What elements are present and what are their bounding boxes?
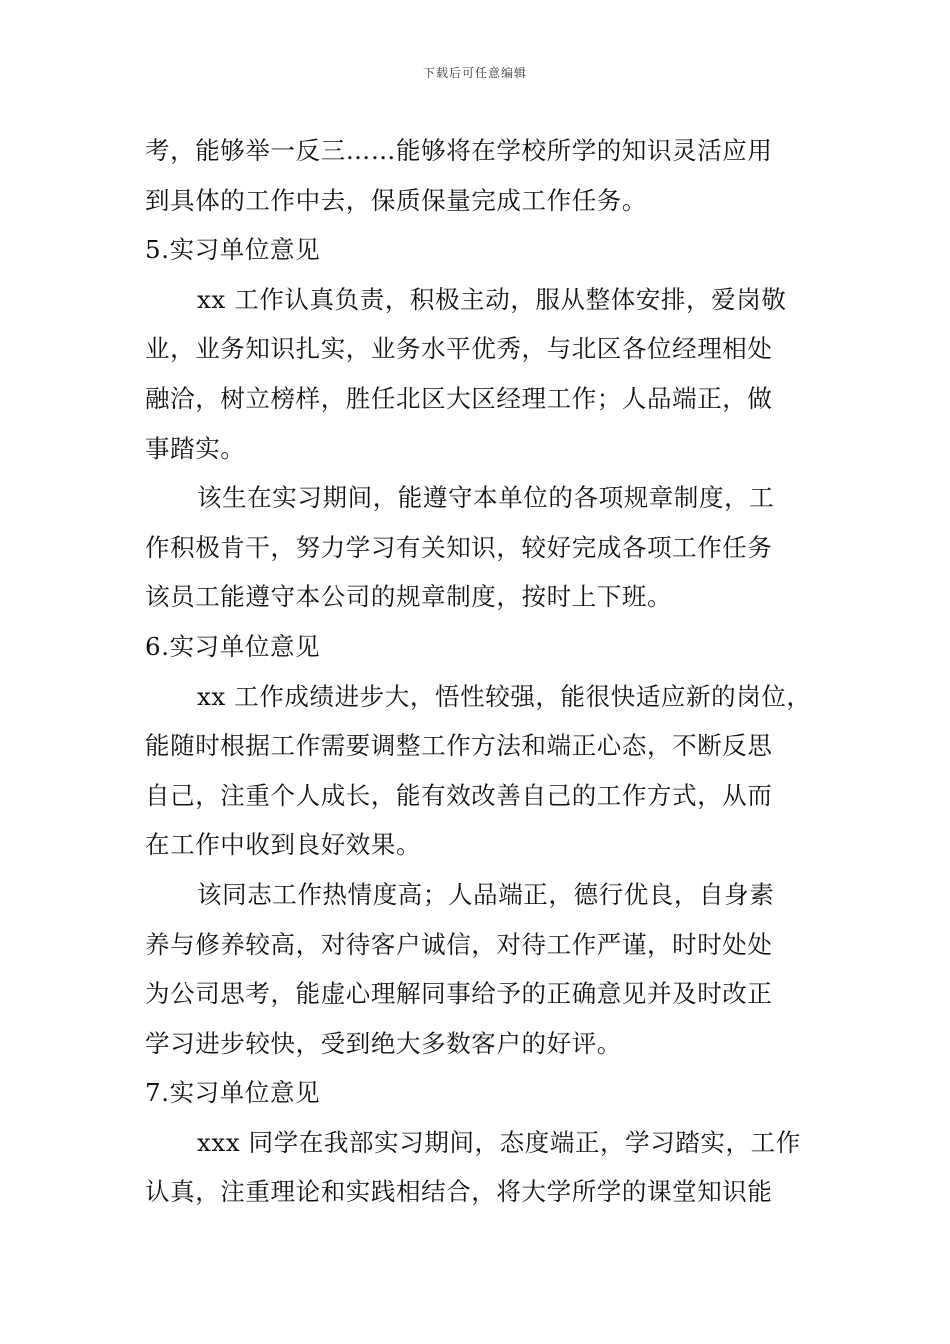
paragraph-first-line: xxx 同学在我部实习期间，态度端正，学习踏实，工作	[197, 1127, 801, 1157]
text-line: 认真，注重理论和实践相结合，将大学所学的课堂知识能	[145, 1177, 773, 1207]
section-heading: 5.实习单位意见	[145, 235, 321, 265]
paragraph-first-line: 该同志工作热情度高；人品端正，德行优良，自身素	[197, 879, 775, 909]
text-line: 在工作中收到良好效果。	[145, 830, 422, 860]
text-line: 考，能够举一反三……能够将在学校所学的知识灵活应用	[145, 136, 773, 165]
text-line: 作积极肯干，努力学习有关知识，较好完成各项工作任务	[145, 532, 773, 562]
paragraph-first-line: xx 工作成绩进步大，悟性较强，能很快适应新的岗位，	[197, 681, 812, 711]
text-line: 养与修养较高，对待客户诚信，对待工作严谨，时时处处	[145, 929, 773, 959]
text-line: 自己，注重个人成长，能有效改善自己的工作方式，从而	[145, 780, 773, 810]
section-heading: 6.实习单位意见	[145, 631, 321, 661]
text-line: 学习进步较快，受到绝大多数客户的好评。	[145, 1028, 622, 1058]
text-line: 到具体的工作中去，保质保量完成工作任务。	[145, 185, 647, 215]
text-line: 事踏实。	[145, 433, 246, 463]
text-line: 能随时根据工作需要调整工作方法和端正心态，不断反思	[145, 731, 773, 761]
text-line: 为公司思考，能虚心理解同事给予的正确意见并及时改正	[145, 979, 773, 1009]
text-line: 业，业务知识扎实，业务水平优秀，与北区各位经理相处	[145, 334, 773, 364]
paragraph-first-line: 该生在实习期间，能遵守本单位的各项规章制度，工	[197, 483, 775, 513]
text-line: 该员工能遵守本公司的规章制度，按时上下班。	[145, 582, 673, 612]
text-line: 融洽，树立榜样，胜任北区大区经理工作；人品端正，做	[145, 383, 773, 413]
paragraph-first-line: xx 工作认真负责，积极主动，服从整体安排，爱岗敬	[197, 284, 787, 314]
page-header: 下载后可任意编辑	[422, 66, 527, 80]
document-body	[145, 126, 815, 1217]
section-heading: 7.实习单位意见	[145, 1078, 321, 1108]
